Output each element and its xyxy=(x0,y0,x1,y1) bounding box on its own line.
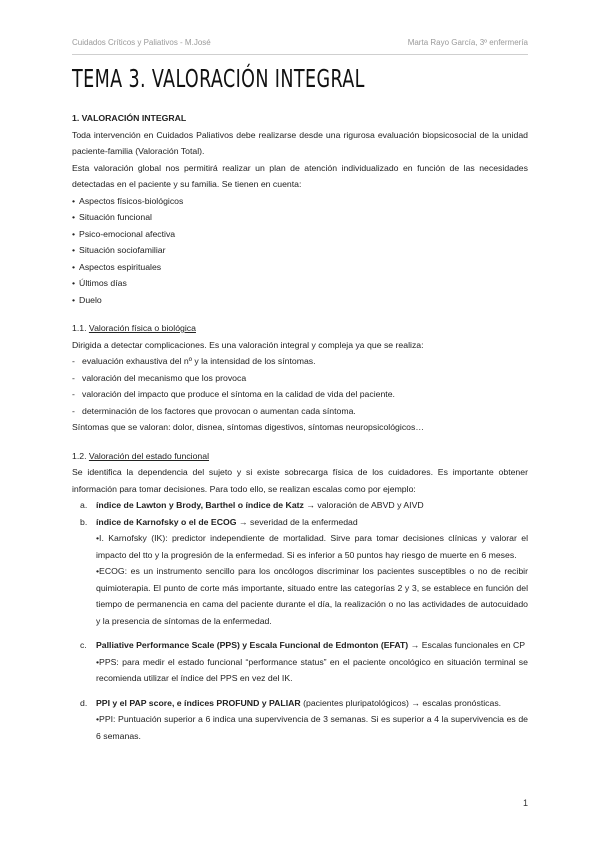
list-item: - evaluación exhaustiva del nº y la intensidad de los síntomas. xyxy=(72,353,528,370)
scale-name: PPI y el PAP score, e índices PROFUND y PALIAR xyxy=(96,697,301,708)
list-item xyxy=(72,514,528,630)
aspects-list xyxy=(72,193,528,309)
list-item: • Aspectos físicos-biológicos xyxy=(72,193,528,210)
list-item xyxy=(72,497,528,514)
list-item: - valoración del mecanismo que los provoca xyxy=(72,370,528,387)
subsection-title: Valoración del estado funcional xyxy=(88,450,210,461)
page-title: TEMA 3. VALORACIÓN INTEGRAL xyxy=(72,64,365,93)
sub-bullet: • I. Karnofsky (IK): predictor independiente de mortalidad. Sirve para tomar decisiones clínicas y valorar el impacto del tto y la progresión de la enfermedad. Si es inferior a 50 puntos hay riesgo de muerte en 6 meses. xyxy=(96,530,528,563)
sub-bullet: • ECOG: es un instrumento sencillo para los oncólogos discriminar los pacientes susceptibles o no de recibir quimioterapia. El punto de corte más importante, situado entre las categorías 2 y 3, se establece en función del tiempo de permanencia en cama del paciente durante el día, la realización o no las actividades de autocuidado y la presencia de síntomas de la enfermedad. xyxy=(96,563,528,629)
list-item: • Últimos días xyxy=(72,275,528,292)
scale-description: (pacientes pluripatológicos) → escalas pronósticas. xyxy=(300,697,502,708)
scale-description: → valoración de ABVD y AIVD xyxy=(303,500,424,510)
list-item xyxy=(72,637,528,687)
paragraph: Dirigida a detectar complicaciones. Es una valoración integral y compleja ya que se realiza: xyxy=(72,339,424,350)
paragraph: Toda intervención en Cuidados Paliativos debe realizarse desde una rigurosa evaluación biopsicosocial de la unidad paciente-familia (Valoración Total). xyxy=(72,129,528,156)
header-divider xyxy=(72,54,528,55)
document-body xyxy=(72,110,528,744)
list-item: - valoración del impacto que produce el síntoma en la calidad de vida del paciente. xyxy=(72,386,528,403)
scale-name: índice de Lawton y Brody, Barthel o índice de Katz xyxy=(96,500,304,510)
section-heading: 1. VALORACIÓN INTEGRAL xyxy=(72,113,187,123)
paragraph: Se identifica la dependencia del sujeto y si existe sobrecarga física de los cuidadores. Es importante obtener información para tomar decisiones. Para todo ello, se realizan escalas como por ejemplo: xyxy=(72,467,528,494)
item-letter: c. xyxy=(80,640,87,650)
list-item: • Situación sociofamiliar xyxy=(72,242,528,259)
subsection-title: Valoración física o biológica xyxy=(88,323,196,333)
scales-list xyxy=(72,497,528,744)
item-letter: d. xyxy=(80,697,88,708)
list-item: • Duelo xyxy=(72,292,528,309)
paragraph: Síntomas que se valoran: dolor, disnea, síntomas digestivos, síntomas neuropsicológicos… xyxy=(72,422,425,432)
sub-bullet: • PPI: Puntuación superior a 6 indica una supervivencia de 3 semanas. Si es superior a 4 la supervivencia es de 6 semanas. xyxy=(96,711,528,744)
subsection-heading xyxy=(72,320,528,337)
paragraph: Esta valoración global nos permitirá realizar un plan de atención individualizado en función de las necesidades detectadas en el paciente y su familia. Se tienen en cuenta: xyxy=(72,162,528,189)
header-left: Cuidados Críticos y Paliativos - M.José xyxy=(72,38,211,47)
list-item: • Aspectos espirituales xyxy=(72,259,528,276)
subsection-heading xyxy=(72,448,528,465)
list-item xyxy=(72,695,528,745)
sub-bullet: • PPS: para medir el estado funcional “performance status” en el paciente oncológico en situación terminal se recomienda utilizar el índice del PPS en vez del IK. xyxy=(96,654,528,687)
scale-description: → severidad de la enfermedad xyxy=(236,516,358,527)
page-number: 1 xyxy=(522,798,528,808)
scale-name: índice de Karnofsky o el de ECOG xyxy=(96,516,237,527)
subsection-number: 1.2. xyxy=(72,450,87,461)
assessment-list xyxy=(72,353,528,419)
scale-name: Palliative Performance Scale (PPS) y Escala Funcional de Edmonton (EFAT) xyxy=(96,640,409,650)
item-letter: b. xyxy=(80,516,88,527)
scale-description: → Escalas funcionales en CP xyxy=(408,640,526,650)
item-letter: a. xyxy=(80,500,88,510)
subsection-number: 1.1. xyxy=(72,323,87,333)
header-right: Marta Rayo García, 3º enfermería xyxy=(407,38,528,47)
list-item: • Situación funcional xyxy=(72,209,528,226)
list-item: - determinación de los factores que provocan o aumentan cada síntoma. xyxy=(72,403,528,420)
list-item: • Psico-emocional afectiva xyxy=(72,226,528,243)
